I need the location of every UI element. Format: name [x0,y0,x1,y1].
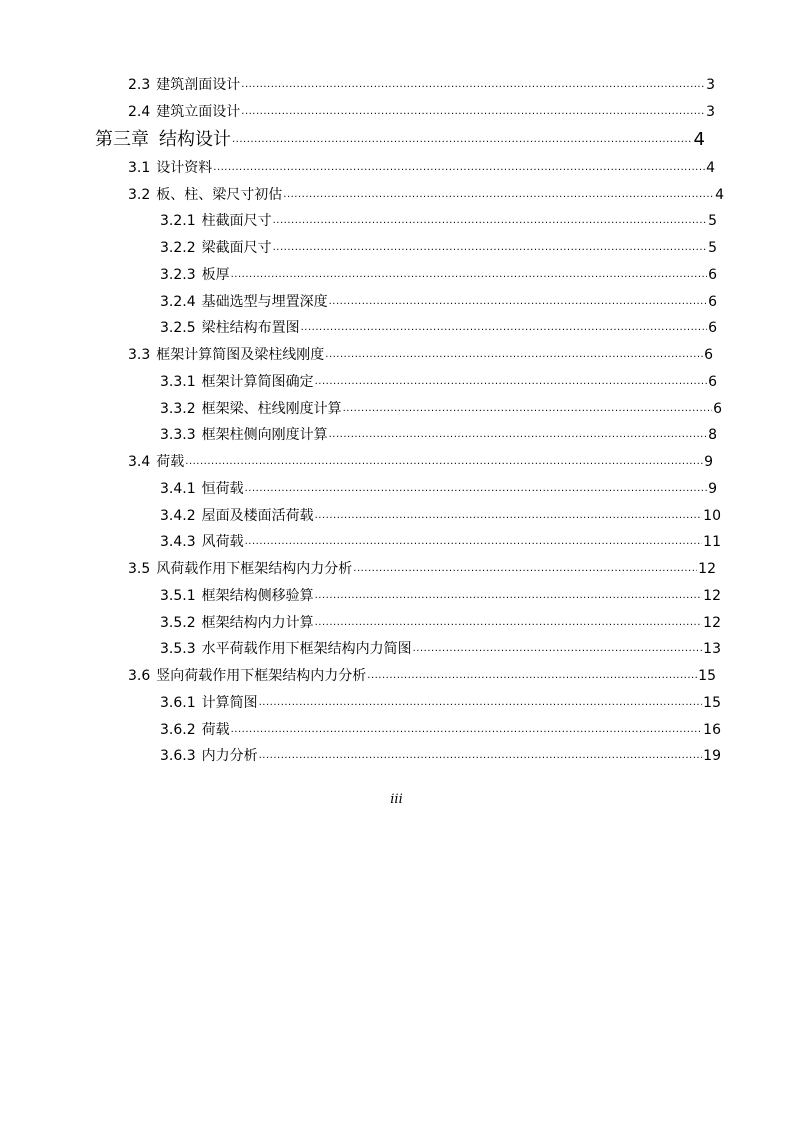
dot-leader [343,402,712,419]
toc-entry-line [160,238,717,258]
toc-entry[interactable] [0,502,793,529]
toc-entry[interactable] [0,583,793,610]
toc-entry-line [160,532,721,552]
dot-leader [413,642,703,659]
toc-entry-title: 板、柱、梁尺寸初估 [156,186,283,203]
toc-entry-title: 竖向荷载作用下框架结构内力分析 [156,668,367,685]
toc-entry-line [160,265,717,285]
toc-entry-title: 板厚 [201,266,230,283]
toc-entry[interactable] [0,235,793,262]
dot-leader [245,482,707,499]
toc-entry-number: 3.2.4 [160,293,196,310]
toc-entry-page-number: 4 [715,186,724,203]
toc-entry-number: 3.6 [128,668,151,685]
dot-leader [315,589,703,606]
dot-leader [231,723,703,740]
toc-entry[interactable] [0,529,793,556]
toc-entry-line [160,693,721,713]
toc-entry-number: 3.3 [128,347,151,364]
toc-entry-page-number: 6 [708,266,717,283]
toc-entry[interactable] [0,72,793,99]
toc-entry[interactable] [0,663,793,690]
toc-entry-title: 内力分析 [201,748,258,765]
toc-entry-page-number: 5 [708,240,717,257]
toc-entry-line [160,372,717,392]
dot-leader [367,669,697,686]
toc-entry-page-number: 9 [704,454,713,471]
toc-entry-title: 屋面及楼面活荷载 [201,507,314,524]
dot-leader [241,78,705,95]
toc-entry-title: 恒荷载 [201,480,244,497]
dot-leader [315,616,703,633]
toc-entry-number: 3.5.3 [160,641,196,658]
toc-entry[interactable] [0,743,793,770]
toc-entry-title: 结构设计 [159,129,231,150]
toc-entry-line [160,506,721,526]
toc-entry[interactable] [0,99,793,126]
toc-entry-number: 3.6.3 [160,748,196,765]
toc-entry-title: 风荷载 [201,534,244,551]
toc-entry-number: 3.5 [128,561,151,578]
toc-entry-number: 3.2.3 [160,266,196,283]
toc-entry-line [160,720,721,740]
toc-entry-line [160,586,721,606]
toc-entry-number: 第三章 [95,129,149,150]
toc-entry[interactable] [0,288,793,315]
toc-entry-page-number: 6 [708,373,717,390]
toc-entry-title: 建筑立面设计 [156,104,241,121]
dot-leader [325,348,703,365]
toc-entry-page-number: 6 [708,320,717,337]
toc-entry-title: 框架柱侧向刚度计算 [201,427,328,444]
dot-leader [245,535,703,552]
toc-entry-number: 3.6.2 [160,721,196,738]
toc-entry-title: 建筑剖面设计 [156,77,241,94]
toc-entry[interactable] [0,342,793,369]
toc-entry[interactable] [0,556,793,583]
toc-entry-title: 框架计算简图确定 [201,373,314,390]
toc-entry-page-number: 6 [708,293,717,310]
toc-entry-page-number: 6 [704,347,713,364]
toc-entry-page-number: 9 [708,480,717,497]
dot-leader [213,161,705,178]
toc-entry-line [128,185,724,205]
toc-entry-page-number: 15 [698,668,716,685]
toc-entry-title: 框架结构内力计算 [201,614,314,631]
toc-entry-line [128,75,715,95]
toc-entry[interactable] [0,716,793,743]
toc-entry-number: 3.4.1 [160,480,196,497]
toc-entry[interactable] [0,208,793,235]
toc-entry[interactable] [0,315,793,342]
toc-entry-number: 3.2 [128,186,151,203]
toc-entry-line [160,746,721,766]
toc-entry[interactable] [0,636,793,663]
toc-entry-number: 3.2.1 [160,213,196,230]
toc-entry-title: 基础选型与埋置深度 [201,293,328,310]
dot-leader [273,241,707,258]
dot-leader [301,321,707,338]
toc-entry-number: 3.5.2 [160,614,196,631]
toc-entry-number: 3.5.1 [160,587,196,604]
toc-entry[interactable] [0,155,793,182]
toc-entry-title: 计算简图 [201,694,258,711]
toc-entry-line [128,559,716,579]
toc-entry-line [160,479,717,499]
toc-entry[interactable] [0,181,793,208]
toc-entry-title: 框架梁、柱线刚度计算 [201,400,342,417]
toc-entry-page-number: 10 [703,507,721,524]
toc-entry-number: 3.4.3 [160,534,196,551]
toc-entry-title: 梁柱结构布置图 [201,320,300,337]
dot-leader [329,428,707,445]
toc-entry-page-number: 12 [703,587,721,604]
toc-entry-title: 风荷载作用下框架结构内力分析 [156,561,353,578]
toc-entry-page-number: 3 [706,77,715,94]
toc-entry-page-number: 4 [706,159,715,176]
toc-entry[interactable] [0,476,793,503]
dot-leader [241,105,705,122]
table-of-contents [0,72,793,770]
toc-entry-page-number: 16 [703,721,721,738]
toc-entry-page-number: 12 [698,561,716,578]
toc-entry-title: 框架结构侧移验算 [201,587,314,604]
dot-leader [315,375,707,392]
toc-entry-number: 2.3 [128,77,151,94]
page-number-footer: iii [390,792,403,807]
dot-leader [283,188,714,205]
toc-entry-title: 柱截面尺寸 [201,213,272,230]
toc-entry-line [128,666,716,686]
dot-leader [259,749,703,766]
dot-leader [231,268,707,285]
toc-entry-line [160,211,717,231]
toc-entry-line [128,452,713,472]
toc-entry-number: 3.3.1 [160,373,196,390]
dot-leader [273,214,707,231]
toc-entry-page-number: 8 [708,427,717,444]
toc-entry-number: 3.3.2 [160,400,196,417]
toc-entry-page-number: 3 [706,104,715,121]
dot-leader [315,509,703,526]
toc-entry-title: 梁截面尺寸 [201,240,272,257]
toc-entry[interactable] [0,449,793,476]
toc-entry-title: 荷载 [156,454,185,471]
toc-entry-title: 荷载 [201,721,230,738]
toc-entry-page-number: 11 [703,534,721,551]
toc-entry-line [160,425,717,445]
toc-entry-line [128,158,715,178]
dot-leader [329,295,707,312]
dot-leader [259,696,703,713]
toc-entry-page-number: 13 [703,641,721,658]
toc-entry[interactable] [0,395,793,422]
toc-entry-line [160,639,721,659]
toc-entry[interactable] [0,262,793,289]
toc-entry-line [95,130,705,150]
toc-entry-page-number: 19 [703,748,721,765]
toc-chapter-entry[interactable] [0,126,793,155]
toc-entry[interactable] [0,609,793,636]
toc-entry-line [128,345,713,365]
toc-entry-title: 框架计算简图及梁柱线刚度 [156,347,325,364]
toc-entry-title: 设计资料 [156,159,213,176]
toc-entry-number: 3.1 [128,159,151,176]
toc-entry-number: 3.4.2 [160,507,196,524]
toc-entry-number: 3.4 [128,454,151,471]
toc-entry-page-number: 12 [703,614,721,631]
dot-leader [185,455,703,472]
toc-entry[interactable] [0,422,793,449]
toc-entry[interactable] [0,690,793,717]
toc-entry-line [128,102,715,122]
toc-entry-line [160,613,721,633]
toc-entry-line [160,292,717,312]
toc-entry-number: 3.6.1 [160,694,196,711]
toc-entry-line [160,399,722,419]
toc-entry-number: 3.3.3 [160,427,196,444]
toc-entry-page-number: 4 [693,129,705,150]
toc-entry-page-number: 6 [713,400,722,417]
toc-entry-number: 3.2.2 [160,240,196,257]
dot-leader [353,562,697,579]
toc-entry-page-number: 5 [708,213,717,230]
toc-entry-title: 水平荷载作用下框架结构内力简图 [201,641,412,658]
toc-entry[interactable] [0,369,793,396]
toc-entry-number: 3.2.5 [160,320,196,337]
dot-leader [232,133,693,150]
toc-entry-page-number: 15 [703,694,721,711]
toc-entry-line [160,318,717,338]
toc-entry-number: 2.4 [128,104,151,121]
